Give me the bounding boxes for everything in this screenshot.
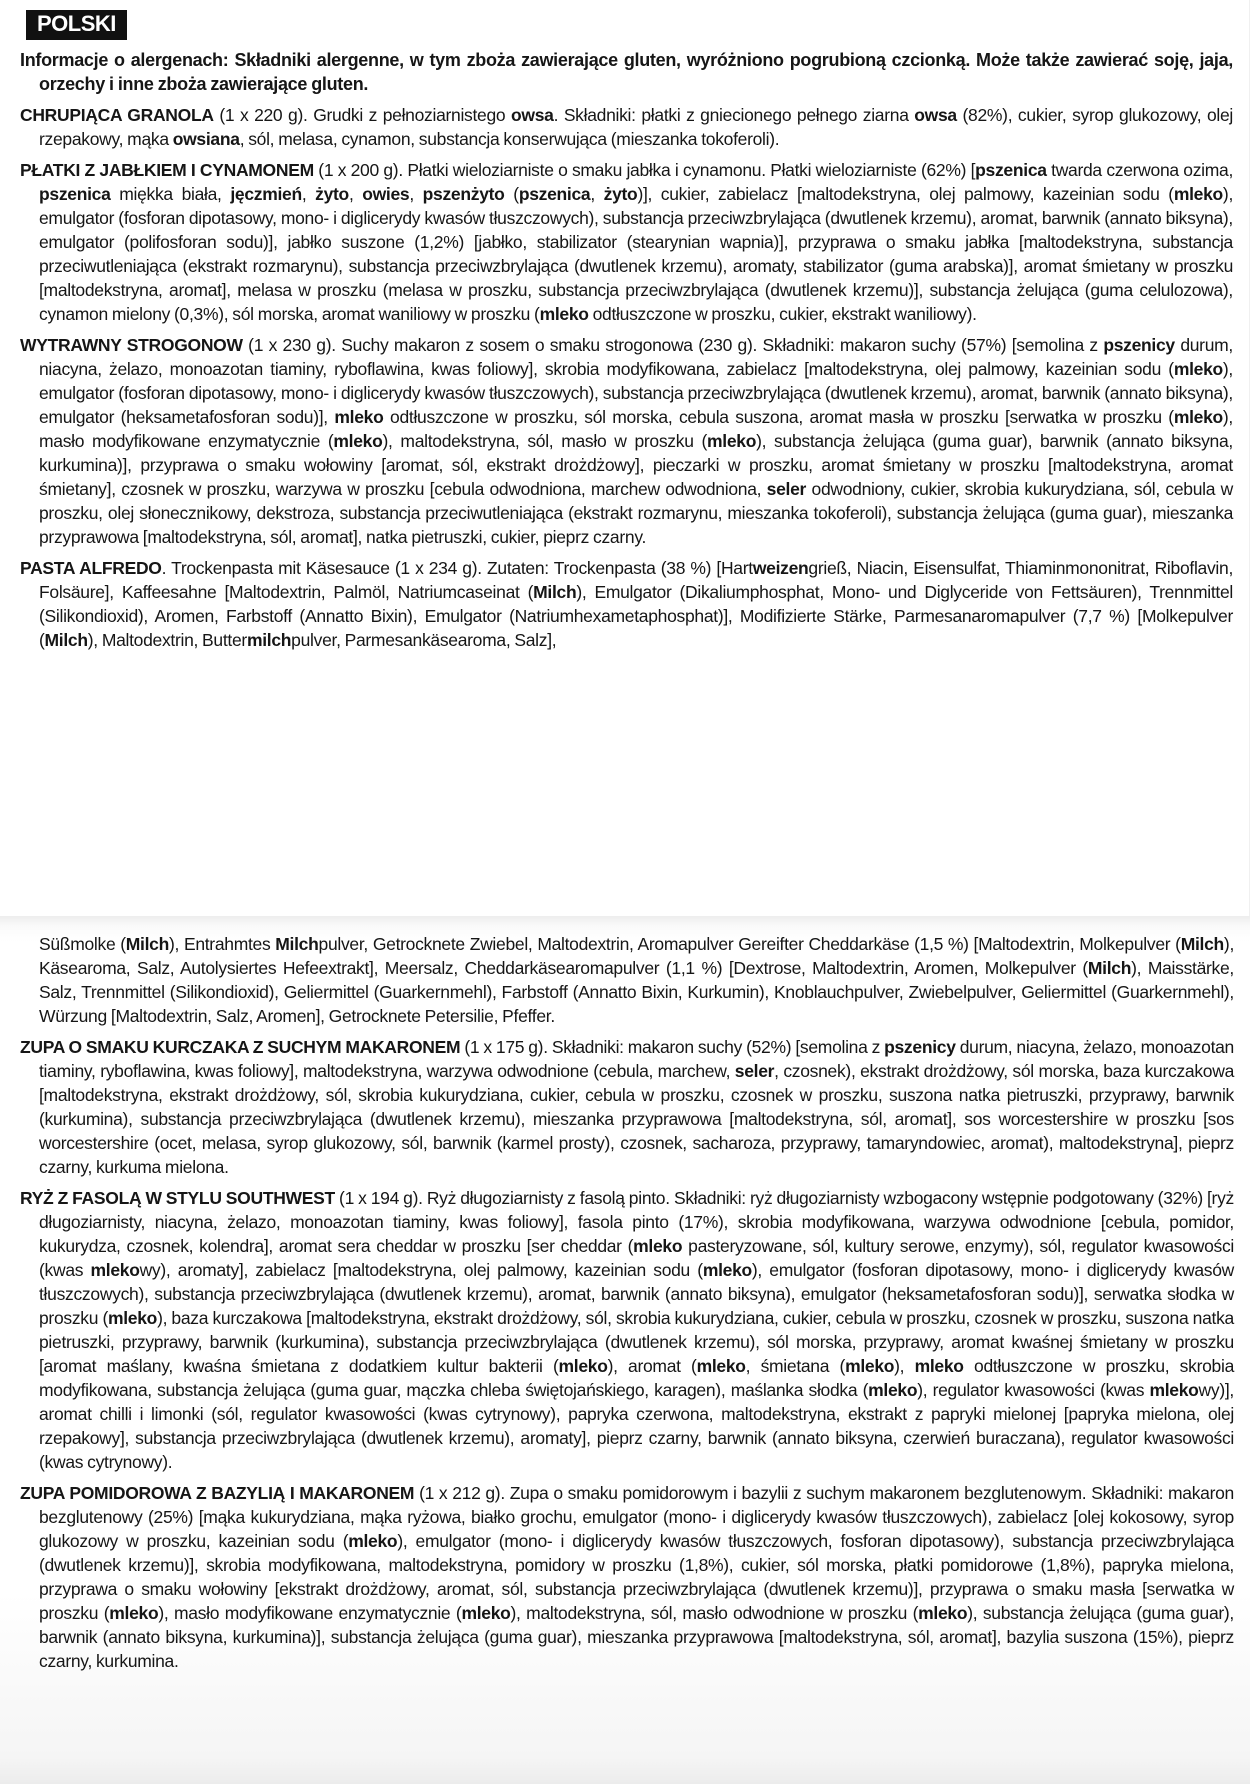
product-paragraph-pasta-alfredo-continuation: Süßmolke (Milch), Entrahmtes Milchpulver, Getrocknete Zwiebel, Maltodextrin, Aromapulver Gereifter Cheddarkäse (1,5 %) [Maltodextrin, Molkepulver (Milch), Käsearoma, Salz, Autolysiertes Hefeextrakt], Meersalz, Cheddarkäsearomapulver (1,1 %) [Dextrose, Maltodextrin, Aromen, Molkepulver (Milch), Maisstärke, Salz, Trennmittel (Silikondioxid), Geliermittel (Guarkernmehl), Farbstoff (Annatto Bixin, Kurkumin), Knoblauchpulver, Zwiebelpulver, Geliermittel (Guarkernmehl), Würzung [Maltodextrin, Salz, Aromen], Getrocknete Petersilie, Pfeffer.	[39, 934, 1235, 1026]
product-paragraph-zupa-o-smaku-kurczaka: ZUPA O SMAKU KURCZAKA Z SUCHYM MAKARONEM (1 x 175 g). Składniki: makaron suchy (52%) [semolina z pszenicy durum, niacyna, żelazo, monoazotan tiaminy, ryboflawina, kwas foliowy], maltodekstryna, warzywa odwodnione (cebula, marchew, seler, czosnek), ekstrakt drożdżowy, sól morska, baza kurczakowa [maltodekstryna, ekstrakt drożdżowy, sól, skrobia kukurydziana, cukier, cebula w proszku, czosnek w proszku, suszona natka pietruszki, przyprawy, barwnik (kurkumina), substancja przeciwzbrylająca (dwutlenek krzemu), mieszanka przyprawowa [maltodekstryna, sól, aromat], sos worcestershire w proszku [sos worcestershire (ocet, melasa, syrop glukozowy, sól, barwnik (karmel prosty), czosnek, sacharoza, przyprawy, tamaryndowiec, aromat), maltodekstryna], pieprz czarny, kurkuma mielona.	[20, 1037, 1234, 1177]
product-paragraph-ryz-z-fasola-southwest: RYŻ Z FASOLĄ W STYLU SOUTHWEST (1 x 194 g). Ryż długoziarnisty z fasolą pinto. Składniki: ryż długoziarnisty wzbogacony wstępnie podgotowany (32%) [ryż długoziarnisty, niacyna, żelazo, monoazotan tiaminy, kwas foliowy], fasola pinto (17%), skrobia modyfikowana, warzywa odwodnione [cebula, pomidor, kukurydza, czosnek, kolendra], aromat sera cheddar w proszku [ser cheddar (mleko pasteryzowane, sól, kultury serowe, enzymy), sól, regulator kwasowości (kwas mlekowy), aromaty], zabielacz [maltodekstryna, olej palmowy, kazeinian sodu (mleko), emulgator (fosforan dipotasowy, mono- i diglicerydy kwasów tłuszczowych), substancja przeciwzbrylająca (dwutlenek krzemu), aromat, barwnik (annato biksyna), emulgator (heksametafosforan sodu)], serwatka słodka w proszku (mleko), baza kurczakowa [maltodekstryna, ekstrakt drożdżowy, sól, skrobia kukurydziana, cukier, cebula w proszku, czosnek w proszku, suszona natka pietruszki, przyprawy, barwnik (kurkumina), substancja przeciwzbrylająca (dwutlenek krzemu), sól morska, przyprawy, aromat kwaśnej śmietany w proszku [aromat maślany, kwaśna śmietana z dodatkiem kultur bakterii (mleko), aromat (mleko, śmietana (mleko), mleko odtłuszczone w proszku, skrobia modyfikowana, substancja żelująca (guma guar, mączka chleba świętojańskiego, karagen), maślanka słodka (mleko), regulator kwasowości (kwas mlekowy)], aromat chilli i limonki (sól, regulator kwasowości (kwas cytrynowy), papryka czerwona, maltodekstryna, ekstrakt z papryki mielonej [papryka mielona, olej rzepakowy], substancja przeciwzbrylająca (dwutlenek krzemu), aromaty], pieprz czarny, barwnik (annato biksyna, czerwień buraczana), regulator kwasowości (kwas cytrynowy).	[20, 1188, 1235, 1472]
product-paragraph-chrupiaca-granola: CHRUPIĄCA GRANOLA (1 x 220 g). Grudki z pełnoziarnistego owsa. Składniki: płatki z gniecionego pełnego ziarna owsa (82%), cukier, syrop glukozowy, olej rzepakowy, mąka owsiana, sól, melasa, cynamon, substancja konserwująca (mieszanka tokoferoli).	[20, 105, 1233, 149]
language-badge: POLSKI	[26, 10, 127, 40]
product-paragraph-wytrawny-strogonow: WYTRAWNY STROGONOW (1 x 230 g). Suchy makaron z sosem o smaku strogonowa (230 g). Składniki: makaron suchy (57%) [semolina z pszenicy durum, niacyna, żelazo, monoazotan tiaminy, ryboflawina, kwas foliowy], skrobia modyfikowana, zabielacz [maltodekstryna, olej palmowy, kazeinian sodu (mleko), emulgator (fosforan dipotasowy, mono- i diglicerydy kwasów tłuszczowych), substancja przeciwzbrylająca (dwutlenek krzemu), aromat, barwnik (annato biksyna), emulgator (heksametafosforan sodu)], mleko odtłuszczone w proszku, sól morska, cebula suszona, aromat masła w proszku [serwatka w proszku (mleko), masło modyfikowane enzymatycznie (mleko), maltodekstryna, sól, masło w proszku (mleko), substancja żelująca (guma guar), barwnik (annato biksyna, kurkumina)], przyprawa o smaku wołowiny [aromat, sól, ekstrakt drożdżowy], pieczarki w proszku, aromat śmietany w proszku [maltodekstryna, aromat śmietany], czosnek w proszku, warzywa w proszku [cebula odwodniona, marchew odwodniona, seler odwodniony, cukier, skrobia kukurydziana, sól, cebula w proszku, olej słonecznikowy, dekstroza, substancja przeciwutleniająca (ekstrakt rozmarynu, mieszanka tokoferoli), substancja żelująca (guma guar), mieszanka przyprawowa [maltodekstryna, sól, aromat], natka pietruszki, cukier, pieprz czarny.	[20, 335, 1233, 547]
product-paragraph-zupa-pomidorowa-z-bazylia: ZUPA POMIDOROWA Z BAZYLIĄ I MAKARONEM (1 x 212 g). Zupa o smaku pomidorowym i bazylii z suchym makaronem bezglutenowym. Składniki: makaron bezglutenowy (25%) [mąka kukurydziana, mąka ryżowa, białko grochu, emulgator (mono- i diglicerydy kwasów tłuszczowych), zabielacz [olej kokosowy, syrop glukozowy w proszku, kazeinian sodu (mleko), emulgator (mono- i diglicerydy kwasów tłuszczowych, fosforan dipotasowy), substancja przeciwzbrylająca (dwutlenek krzemu)], skrobia modyfikowana, maltodekstryna, pomidory w proszku (1,8%), cukier, sól morska, płatki pomidorowe (1,8%), papryka mielona, przyprawa o smaku wołowiny [ekstrakt drożdżowy, aromat, sól, substancja przeciwzbrylająca (dwutlenek krzemu)], przyprawa o smaku masła [serwatka w proszku (mleko), masło modyfikowane enzymatycznie (mleko), maltodekstryna, sól, masło odwodnione w proszku (mleko), substancja żelująca (guma guar), barwnik (annato biksyna, kurkumina)], substancja żelująca (guma guar), mieszanka przyprawowa [maltodekstryna, sól, aromat], bazylia suszona (15%), pieprz czarny, kurkumina.	[20, 1483, 1234, 1671]
allergen-info-paragraph: Informacje o alergenach: Składniki alergenne, w tym zboża zawierające gluten, wyróżniono pogrubioną czcionką. Może także zawierać soję, jaja, orzechy i inne zboża zawierające gluten.	[20, 50, 1233, 94]
product-paragraph-pasta-alfredo: PASTA ALFREDO. Trockenpasta mit Käsesauce (1 x 234 g). Zutaten: Trockenpasta (38 %) [Hartweizengrieß, Niacin, Eisensulfat, Thiaminmononitrat, Riboflavin, Folsäure], Kaffeesahne [Maltodextrin, Palmöl, Natriumcaseinat (Milch), Emulgator (Dikaliumphosphat, Mono- und Diglyceride von Fettsäuren), Trennmittel (Silikondioxid), Aromen, Farbstoff (Annatto Bixin), Emulgator (Natriumhexametaphosphat)], Modifizierte Stärke, Parmesanaromapulver (7,7 %) [Molkepulver (Milch), Maltodextrin, Buttermilchpulver, Parmesankäsearoma, Salz],	[20, 558, 1234, 650]
product-paragraph-platki-z-jablkiem-i-cynamonem: PŁATKI Z JABŁKIEM I CYNAMONEM (1 x 200 g). Płatki wieloziarniste o smaku jabłka i cynamonu. Płatki wieloziarniste (62%) [pszenica twarda czerwona ozima, pszenica miękka biała, jęczmień, żyto, owies, pszenżyto (pszenica, żyto)], cukier, zabielacz [maltodekstryna, olej palmowy, kazeinian sodu (mleko), emulgator (fosforan dipotasowy, mono- i diglicerydy kwasów tłuszczowych), substancja przeciwzbrylająca (dwutlenek krzemu), aromat, barwnik (annato biksyna), emulgator (polifosforan sodu)], jabłko suszone (1,2%) [jabłko, stabilizator (stearynian wapnia)], przyprawa o smaku jabłka [maltodekstryna, substancja przeciwutleniająca (ekstrakt rozmarynu), substancja przeciwzbrylająca (dwutlenek krzemu), aromaty, stabilizator (guma arabska)], aromat śmietany w proszku [maltodekstryna, aromat], melasa w proszku (melasa w proszku, substancja przeciwzbrylająca (dwutlenek krzemu)], substancja żelująca (guma celulozowa), cynamon mielony (0,3%), sól morska, aromat waniliowy w proszku (mleko odtłuszczone w proszku, cukier, ekstrakt waniliowy).	[20, 160, 1234, 324]
label-section-bottom	[0, 916, 1250, 1784]
